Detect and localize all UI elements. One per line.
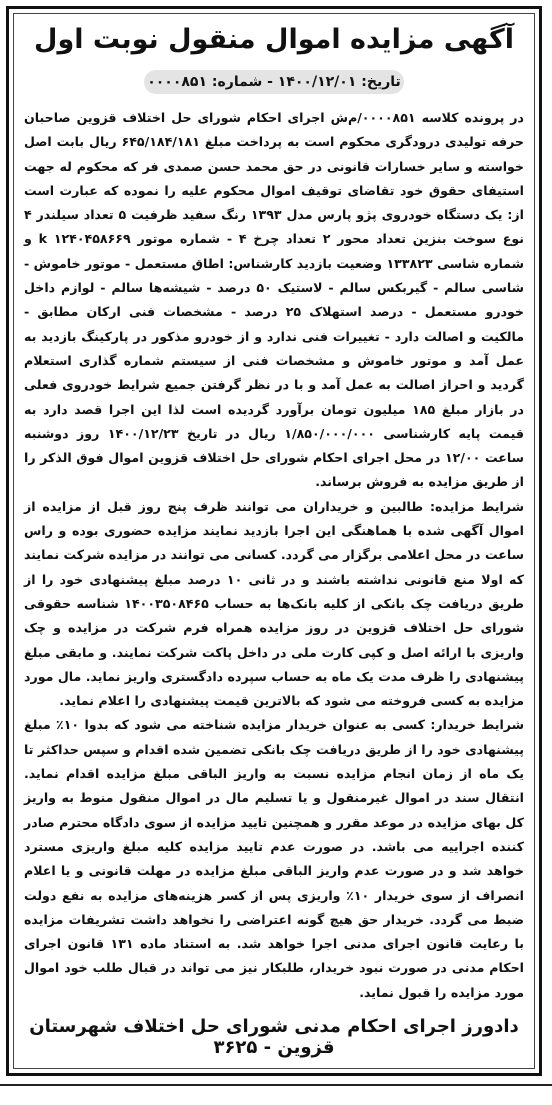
auction-terms-heading: شرایط مزایده:	[429, 498, 524, 514]
notice-frame	[6, 6, 542, 1076]
notice-inner-border	[13, 13, 535, 1069]
auction-terms-text: طالبین و خریداران می توانند ظرف پنج روز قبل از مزایده از اموال آگهی شده با هماهنگی این اجرا بازدید نمایند مزایده حضوری بوده و راس ساعت در محل اعلامی برگزار می گردد. کسانی می توانند در مزایده شرکت نمایند که اولا منع قانونی نداشته باشند و در ثانی ۱۰ درصد مبلغ پیشنهادی خود را از طریق دریافت چک بانکی از کلیه بانک‌ها به حساب ۱۴۰۰۳۵۰۸۴۶۵ شناسه حقوقی شورای حل اختلاف قزوین در روز مزایده همراه فرم شرکت در مزایده و چک واریزی با ارائه اصل و کپی کارت ملی در داخل پاکت شرکت نمایند. و مابقی مبلغ پیشنهادی را ظرف مدت یک ماه به حساب سپرده دادگستری واریز نماید. مال مورد مزایده به کسی فروخته می شود که بالاترین قیمت پیشنهادی را اعلام نماید.	[24, 498, 525, 709]
divider	[0, 1084, 552, 1086]
notice-date-number: تاریخ: ۱۴۰۰/۱۲/۰۱ - شماره: ۰۰۰۰۸۵۱	[144, 70, 404, 94]
buyer-terms-paragraph	[24, 713, 524, 1005]
buyer-terms-text: کسی به عنوان خریدار مزایده شناخته می شود که بدوا ۱۰٪ مبلغ پیشنهادی خود را از طریق دریافت چک بانکی تضمین شده اقدام و سپس حداکثر تا یک ماه از زمان انجام مزایده نسبت به واریز الباقی مبلغ مزایده اقدام نماید. انتقال سند در اموال غیرمنقول و یا تسلیم مال در اموال منقول منوط به واریز کل بهای مزایده در موعد مقرر و همچنین تایید مزایده از سوی دادگاه محترم صادر کننده اجراییه می باشد. در صورت عدم تایید مزایده کلیه مبلغ واریزی مسترد خواهد شد و در صورت عدم واریز الباقی مبلغ مزایده در مهلت قانونی و یا اعلام انصراف از سوی خریدار ۱۰٪ واریزی پس از کسر هزینه‌های مزایده به نفع دولت ضبط می گردد. خریدار حق هیچ گونه اعتراضی را نخواهد داشت تشریفات مزایده با رعایت قانون اجرای مدنی اجرا خواهد شد. به استناد ماده ۱۳۱ قانون اجرای احکام مدنی در صورت نبود خریدار، طلبکار نیز می تواند در قبال طلب خود اموال مورد مزایده را قبول نماید.	[24, 717, 524, 1000]
notice-title: آگهی مزایده اموال منقول نوبت اول	[34, 24, 514, 55]
auction-terms-paragraph	[24, 495, 524, 714]
buyer-terms-heading: شرایط خریدار:	[430, 717, 524, 733]
notice-body	[24, 106, 524, 1005]
intro-paragraph: در پرونده کلاسه ۰۰۰۰۸۵۱/م‌ش اجرای احکام شورای حل اختلاف قزوین صاحبان حرفه تولیدی درودگری محکوم است به پرداخت مبلغ ۶۴۵/۱۸۴/۱۸۱ ریال بابت اصل خواسته و سایر خسارات قانونی در حق محمد حسن صمدی فر که محکوم له جهت استیفای حقوق خود تقاضای توقیف اموال محکوم علیه را نموده که عبارت است از: یک دستگاه خودروی پژو پارس مدل ۱۳۹۳ رنگ سفید ظرفیت ۵ تعداد سیلندر ۴ نوع سوخت بنزین تعداد محور ۲ تعداد چرخ ۴ - شماره موتور ۱۲۴۰۴۵۸۶۶۹ k و شماره شاسی ۱۳۳۸۲۳ وضعیت بازدید کارشناس: اطاق مستعمل - موتور خاموش - شاسی سالم - گیربکس سالم - لاستیک ۵۰ درصد - شیشه‌ها سالم - لوازم داخل خودرو مستعمل - درصد استهلاک ۲۵ درصد - مشخصات فنی ارکان مطابق - مالکیت و اصالت دارد - تغییرات فنی ندارد و از خودرو مذکور در پارکینگ بازدید به عمل آمد و موتور خاموش و مشخصات فنی از سیستم شماره گذاری استعلام گردید و احراز اصالت به عمل آمد و با در نظر گرفتن جمیع شرایط خودروی فعلی در بازار مبلغ ۱۸۵ میلیون تومان برآورد گردیده است لذا این اجرا قصد دارد به قیمت پایه کارشناسی ۱/۸۵۰/۰۰۰/۰۰۰ ریال در تاریخ ۱۴۰۰/۱۲/۲۳ روز دوشنبه ساعت ۱۲/۰۰ در محل اجرای احکام شورای حل اختلاف قزوین اموال فوق الذکر را از طریق مزایده به فروش برساند.	[24, 110, 525, 490]
notice-signature: دادورز اجرای احکام مدنی شورای حل اختلاف شهرستان قزوین - ۳۶۲۵	[29, 1016, 519, 1058]
